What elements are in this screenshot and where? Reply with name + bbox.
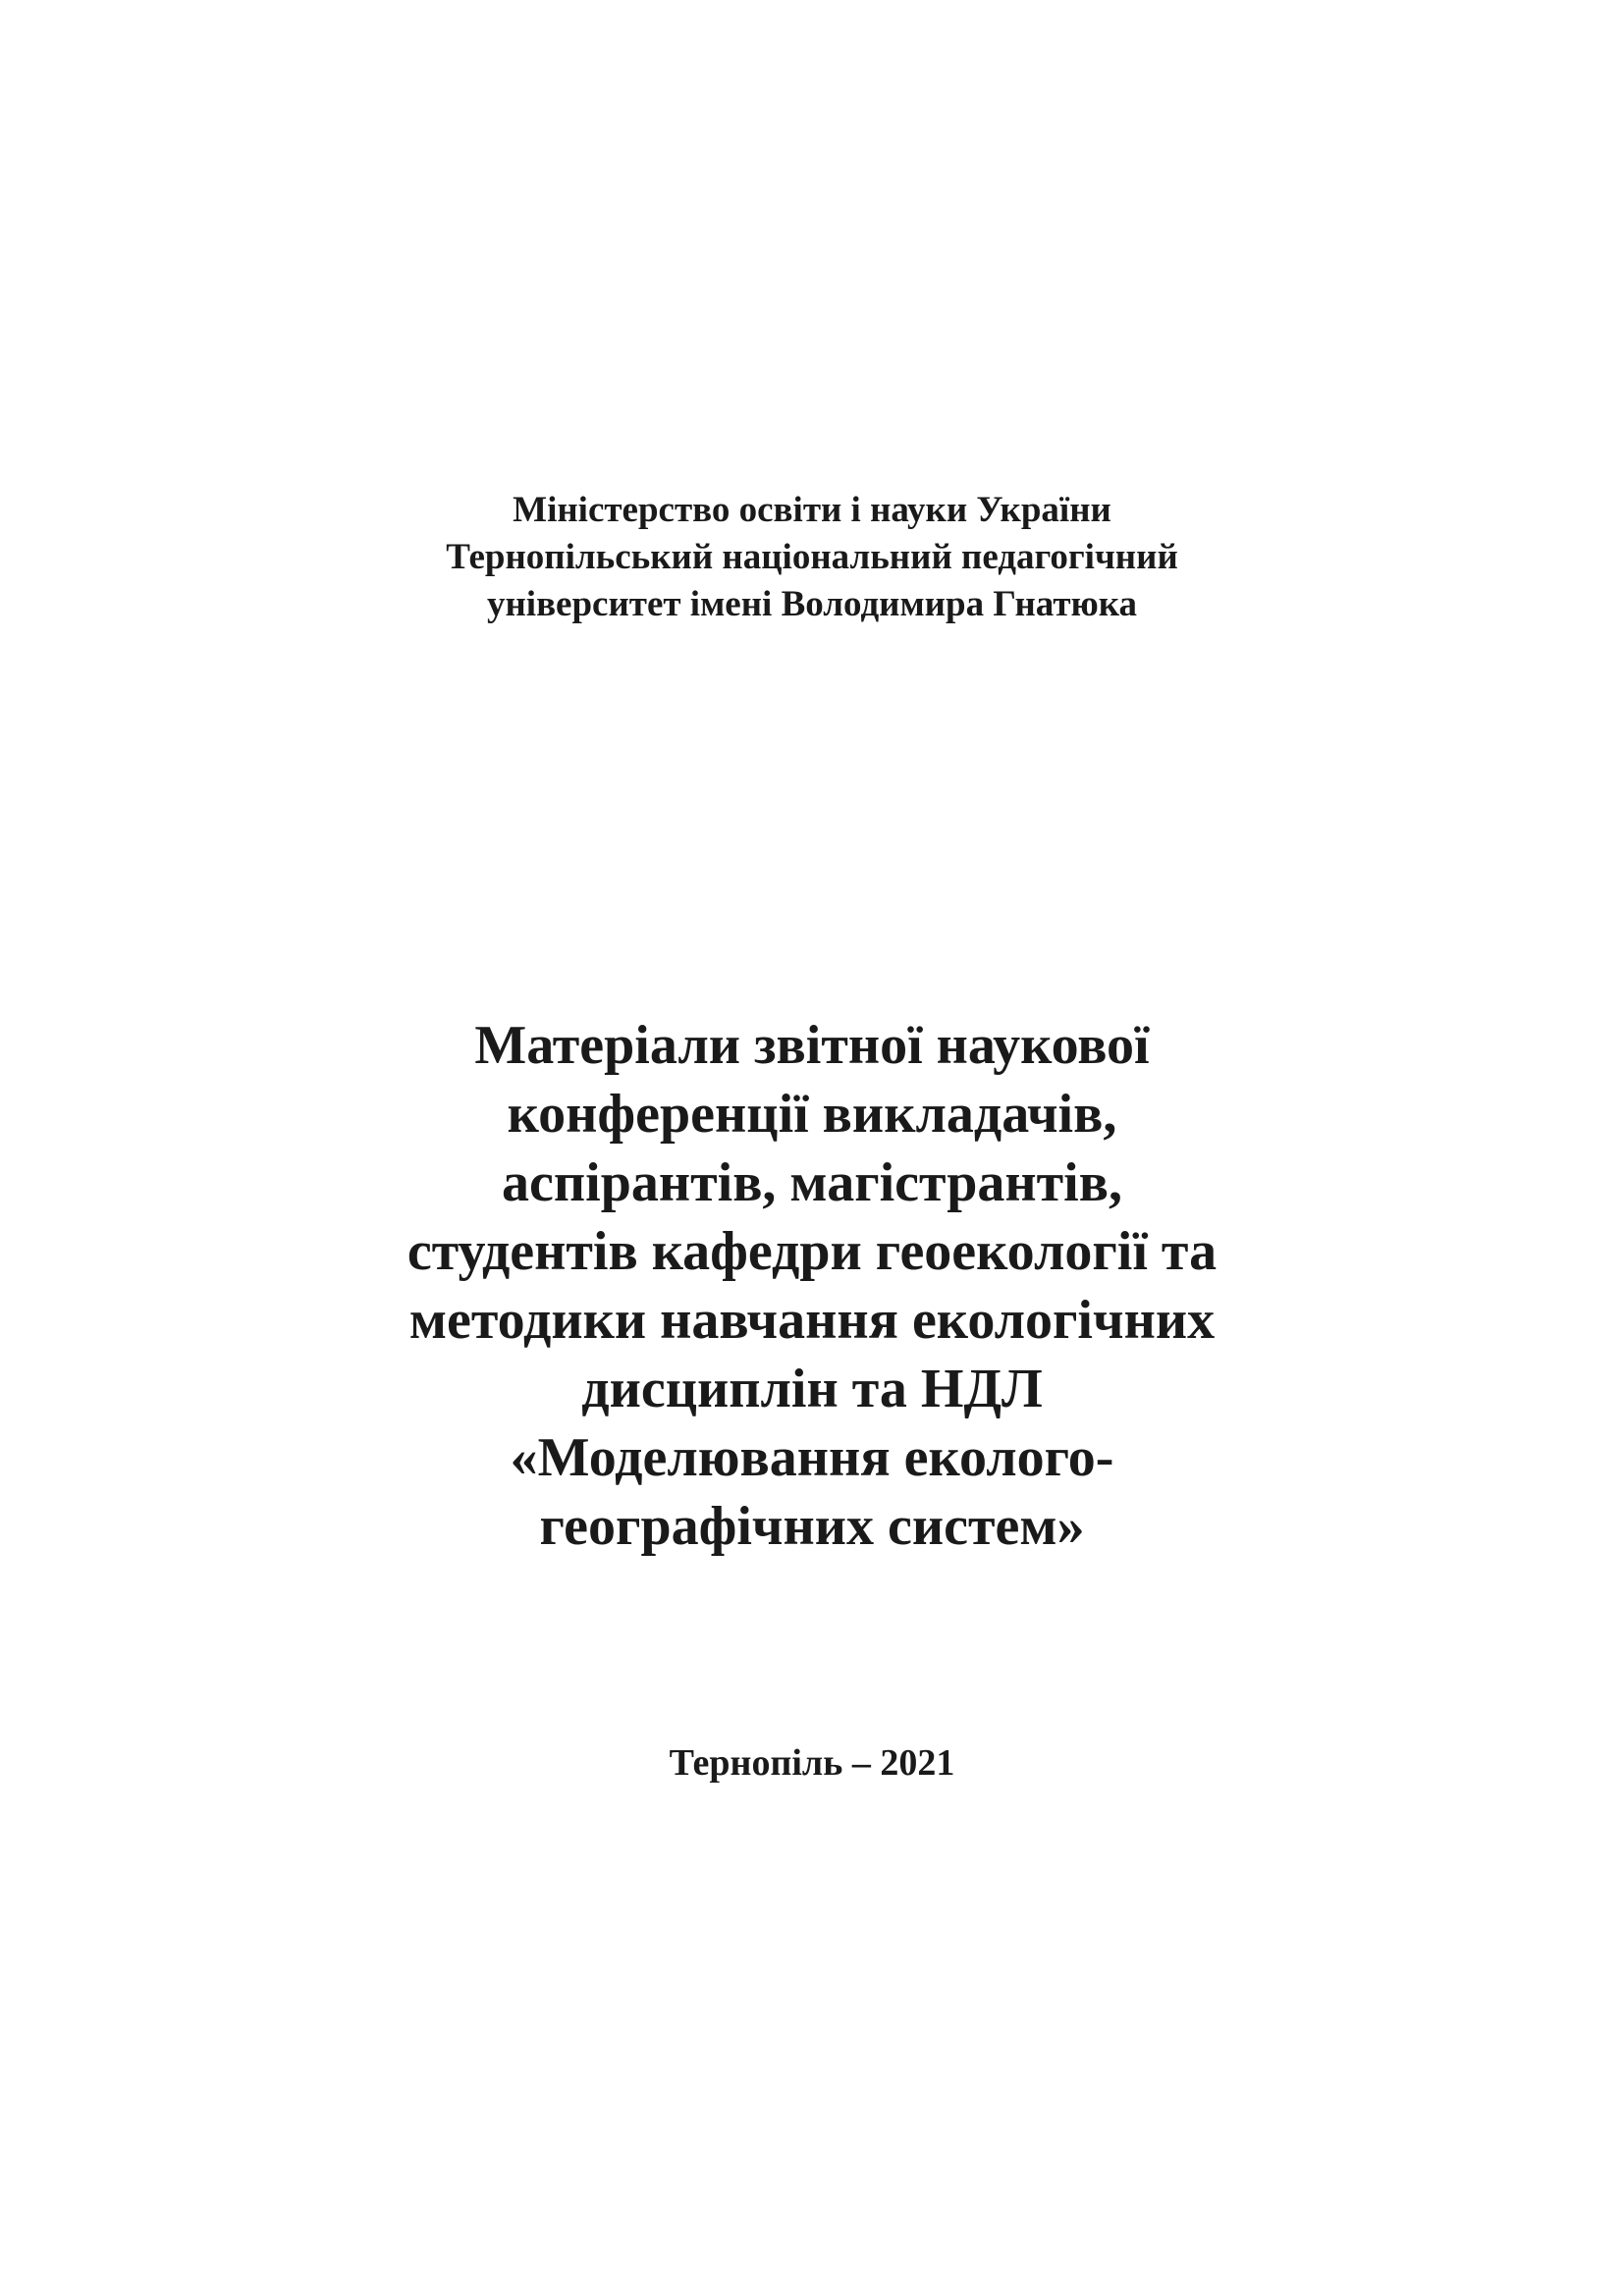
document-title: [0, 1011, 1624, 1561]
title-line: студентів кафедри геоекології та: [406, 1221, 1218, 1282]
title-line: Матеріали звітної наукової: [474, 1015, 1150, 1076]
university-name-line-2: університет імені Володимира Гнатюка: [486, 584, 1138, 624]
university-name-line-1: Тернопільський національний педагогічний: [446, 537, 1178, 577]
ministry-name: Міністерство освіти і науки України: [513, 490, 1111, 530]
title-line: аспірантів, магістрантів,: [502, 1152, 1122, 1213]
title-line: дисциплін та НДЛ: [581, 1359, 1043, 1419]
title-line: географічних систем»: [539, 1496, 1085, 1557]
publication-place-year: [0, 1739, 1624, 1787]
institution-header: [0, 487, 1624, 628]
title-line: конференції викладачів,: [507, 1084, 1117, 1145]
title-line: «Моделювання еколого-: [510, 1427, 1114, 1488]
title-line: методики навчання екологічних: [408, 1290, 1216, 1351]
city-year: Тернопіль – 2021: [669, 1742, 955, 1784]
